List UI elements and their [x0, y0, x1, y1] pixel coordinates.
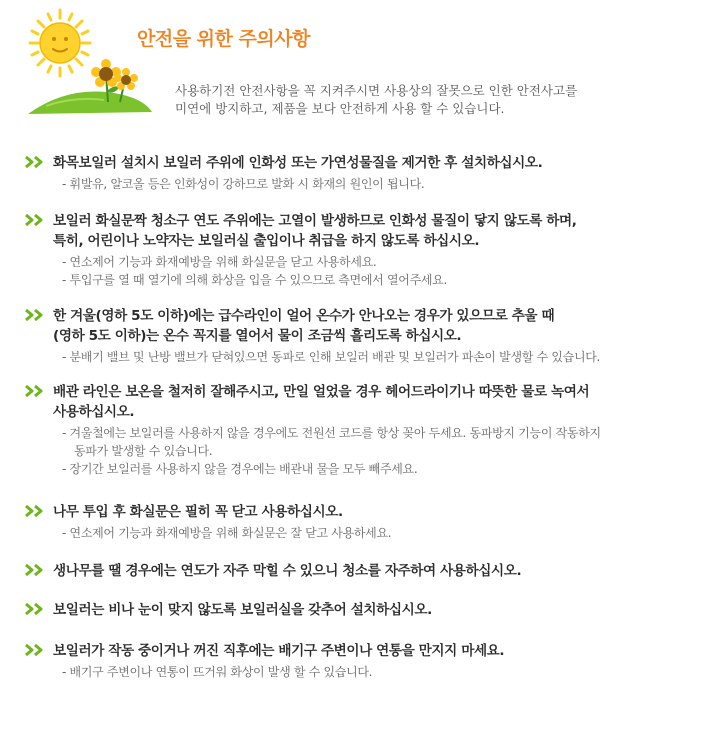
caution-note	[62, 663, 706, 681]
double-chevron-right-icon	[24, 564, 46, 576]
note-line: 동파가 발생할 수 있습니다.	[74, 444, 213, 458]
caution-heading	[53, 561, 706, 581]
note-line: - 연소제어 기능과 화재예방을 위해 화실문을 닫고 사용하세요.	[62, 255, 377, 269]
double-chevron-right-icon	[24, 385, 46, 397]
double-chevron-right-icon	[24, 309, 46, 321]
heading-line: 한 겨울(영하 5도 이하)에는 급수라인이 얼어 온수가 안나오는 경우가 있으므로 추울 때	[53, 308, 555, 324]
caution-note	[62, 253, 706, 271]
caution-heading	[53, 153, 706, 173]
heading-line: 나무 투입 후 화실문은 필히 꼭 닫고 사용하십시오.	[53, 504, 343, 520]
sun-sunflower-illustration	[24, 6, 154, 118]
intro-line: 미연에 방지하고, 제품을 보다 안전하게 사용 할 수 있습니다.	[175, 101, 505, 116]
caution-note	[62, 175, 706, 193]
heading-line: 보일러 화실문짝 청소구 연도 주위에는 고열이 발생하므로 인화성 물질이 닿지 않도록 하며,	[53, 213, 577, 229]
double-chevron-right-icon	[24, 644, 46, 656]
double-chevron-right-icon	[24, 603, 46, 615]
caution-note	[62, 271, 706, 289]
double-chevron-right-icon	[24, 505, 46, 517]
caution-heading	[53, 600, 706, 620]
caution-section	[24, 382, 706, 478]
caution-heading	[53, 382, 706, 422]
intro-text	[175, 82, 675, 118]
caution-section	[24, 211, 706, 289]
note-line: - 분배기 밸브 및 난방 밸브가 닫혀있으면 동파로 인해 보일러 배관 및 보일러가 파손이 발생할 수 있습니다.	[62, 350, 601, 364]
heading-line: 배관 라인은 보온을 철저히 잘해주시고, 만일 얼었을 경우 헤어드라이기나 따뜻한 물로 녹여서	[53, 384, 590, 400]
caution-heading	[53, 211, 706, 251]
caution-note	[62, 524, 706, 542]
caution-section	[24, 502, 706, 542]
caution-heading	[53, 502, 706, 522]
heading-line: (영하 5도 이하)는 온수 꼭지를 열어서 물이 조금씩 흘리도록 하십시오.	[53, 328, 462, 344]
caution-note	[62, 348, 706, 366]
caution-section	[24, 153, 706, 193]
note-line: - 겨울철에는 보일러를 사용하지 않을 경우에도 전원선 코드를 항상 꽂아 두세요. 동파방지 기능이 작동하지	[62, 426, 601, 440]
note-line: - 연소제어 기능과 화재예방을 위해 화실문은 잘 닫고 사용하세요.	[62, 526, 392, 540]
note-line: - 휘발유, 알코올 등은 인화성이 강하므로 발화 시 화재의 원인이 됩니다.	[62, 177, 425, 191]
heading-line: 특히, 어린이나 노약자는 보일러실 출입이나 취급을 하지 않도록 하십시오.	[53, 233, 480, 249]
intro-line: 사용하기전 안전사항을 꼭 지켜주시면 사용상의 잘못으로 인한 안전사고를	[175, 83, 578, 98]
heading-line: 보일러는 비나 눈이 맞지 않도록 보일러실을 갖추어 설치하십시오.	[53, 602, 432, 618]
sunflower-icon	[28, 59, 152, 114]
double-chevron-right-icon	[24, 156, 46, 168]
page-title: 안전을 위한 주의사항	[137, 28, 310, 50]
caution-section	[24, 561, 706, 581]
caution-note	[62, 460, 706, 478]
note-line: - 배기구 주변이나 연통이 뜨거워 화상이 발생 할 수 있습니다.	[62, 665, 373, 679]
heading-line: 보일러가 작동 중이거나 꺼진 직후에는 배기구 주변이나 연통을 만지지 마세요.	[53, 643, 505, 659]
caution-note	[62, 424, 706, 460]
caution-heading	[53, 306, 706, 346]
note-line: - 장기간 보일러를 사용하지 않을 경우에는 배관내 물을 모두 빼주세요.	[62, 462, 418, 476]
note-line: - 투입구를 열 때 열기에 의해 화상을 입을 수 있으므로 측면에서 열어주세요.	[62, 273, 447, 287]
caution-section	[24, 641, 706, 681]
heading-line: 생나무를 땔 경우에는 연도가 자주 막힐 수 있으니 청소를 자주하여 사용하십시오.	[53, 563, 522, 579]
caution-section	[24, 306, 706, 366]
heading-line: 화목보일러 설치시 보일러 주위에 인화성 또는 가연성물질을 제거한 후 설치하십시오.	[53, 155, 543, 171]
heading-line: 사용하십시오.	[53, 404, 135, 420]
double-chevron-right-icon	[24, 214, 46, 226]
caution-heading	[53, 641, 706, 661]
caution-section	[24, 600, 706, 620]
sun-icon	[30, 10, 90, 76]
